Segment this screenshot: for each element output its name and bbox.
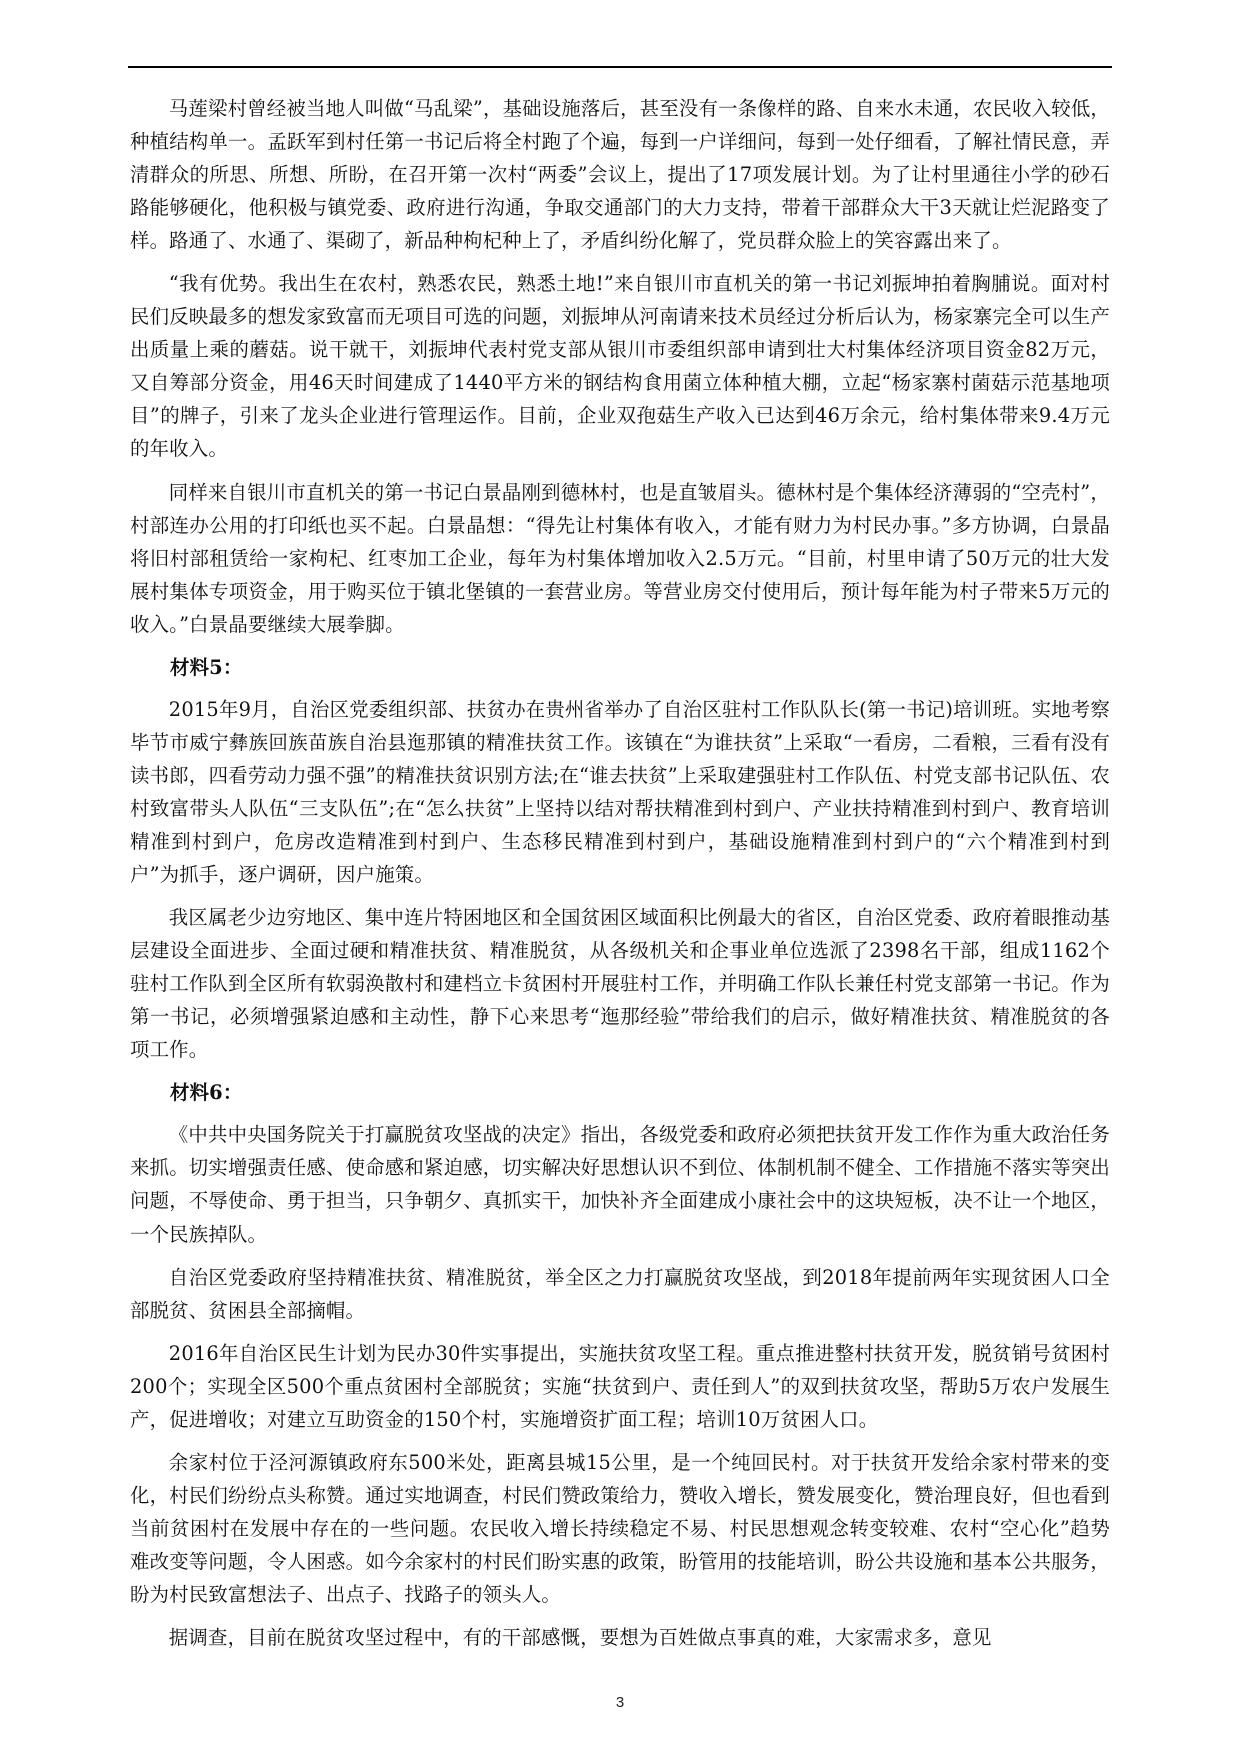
paragraph-region-cadres: 我区属老少边穷地区、集中连片特困地区和全国贫困区域面积比例最大的省区，自治区党委、政府着眼推动基层建设全面进步、全面过硬和精准扶贫、精准脱贫，从各级机关和企事业单位选派了2398名干部，组成1162个驻村工作队到全区所有软弱涣散村和建档立卡贫困村开展驻村工作，并明确工作队长兼任村党支部第一书记。作为第一书记，必须增强紧迫感和主动性，静下心来思考“迤那经验”带给我们的启示，做好精准扶贫、精准脱贫的各项工作。 xyxy=(130,906,1110,1062)
paragraph-2016-plan: 2016年自治区民生计划为民办30件实事提出，实施扶贫攻坚工程。重点推进整村扶贫开发，脱贫销号贫困村200个；实现全区500个重点贫困村全部脱贫；实施“扶贫到户、责任到人”的双到扶贫攻坚，帮助5万农户发展生产，促进增收；对建立互助资金的150个村，实施增资扩面工程；培训10万贫困人口。 xyxy=(130,1341,1110,1431)
header-rule xyxy=(128,66,1112,68)
paragraph-training-2015: 2015年9月，自治区党委组织部、扶贫办在贵州省举办了自治区驻村工作队队长(第一书记)培训班。实地考察毕节市威宁彝族回族苗族自治县迤那镇的精准扶贫工作。该镇在“为谁扶贫”上采取“一看房，二看粮，三看有没有读书郎，四看劳动力强不强”的精准扶贫识别方法;在“谁去扶贫”上采取建强驻村工作队伍、村党支部书记队伍、农村致富带头人队伍“三支队伍”;在“怎么扶贫”上坚持以结对帮扶精准到村到户、产业扶持精准到村到户、教育培训精准到村到户，危房改造精准到村到户、生态移民精准到村到户，基础设施精准到村到户的“六个精准到村到户”为抓手，逐户调研，因户施策。 xyxy=(130,697,1110,887)
section-heading-material-5: 材料5： xyxy=(170,655,243,679)
paragraph-baijingjing: 同样来自银川市直机关的第一书记白景晶刚到德林村，也是直皱眉头。德林村是个集体经济薄弱的“空壳村”，村部连办公用的打印纸也买不起。白景晶想：“得先让村集体有收入，才能有财力为村民办事。”多方协调，白景晶将旧村部租赁给一家枸杞、红枣加工企业，每年为村集体增加收入2.5万元。“目前，村里申请了50万元的壮大发展村集体专项资金，用于购买位于镇北堡镇的一套营业房。等营业房交付使用后，预计每年能为村子带来5万元的收入。”白景晶要继续大展拳脚。 xyxy=(130,480,1110,636)
section-heading-material-6: 材料6： xyxy=(170,1081,243,1105)
paragraph-2018-goal: 自治区党委政府坚持精准扶贫、精准脱贫，举全区之力打赢脱贫攻坚战，到2018年提前两年实现贫困人口全部脱贫、贫困县全部摘帽。 xyxy=(130,1265,1110,1322)
paragraph-liuzhenkun: “我有优势。我出生在农村，熟悉农民，熟悉土地!”来自银川市直机关的第一书记刘振坤拍着胸脯说。面对村民们反映最多的想发家致富而无项目可选的问题，刘振坤从河南请来技术员经过分析后认为，杨家寨完全可以生产出质量上乘的蘑菇。说干就干，刘振坤代表村党支部从银川市委组织部申请到壮大村集体经济项目资金82万元，又自筹部分资金，用46天时间建成了1440平方米的钢结构食用菌立体种植大棚，立起“杨家寨村菌菇示范基地项目”的牌子，引来了龙头企业进行管理运作。目前，企业双孢菇生产收入已达到46万余元，给村集体带来9.4万元的年收入。 xyxy=(130,272,1110,461)
page-number: 3 xyxy=(615,1694,625,1711)
paragraph-survey: 据调查，目前在脱贫攻坚过程中，有的干部感慨，要想为百姓做点事真的难，大家需求多，意见 xyxy=(168,1626,992,1650)
paragraph-malianliang: 马莲梁村曾经被当地人叫做“马乱梁”，基础设施落后，甚至没有一条像样的路、自来水未通，农民收入较低，种植结构单一。孟跃军到村任第一书记后将全村跑了个遍，每到一户详细问，每到一处仔细看，了解社情民意，弄清群众的所思、所想、所盼，在召开第一次村“两委”会议上，提出了17项发展计划。为了让村里通往小学的砂石路能够硬化，他积极与镇党委、政府进行沟通，争取交通部门的大力支持，带着干部群众大干3天就让烂泥路变了样。路通了、水通了、渠砌了，新品种枸杞种上了，矛盾纠纷化解了，党员群众脸上的笑容露出来了。 xyxy=(130,97,1110,253)
document-body xyxy=(130,92,1110,1664)
paragraph-yujia-village: 余家村位于泾河源镇政府东500米处，距离县城15公里，是一个纯回民村。对于扶贫开发给余家村带来的变化，村民们纷纷点头称赞。通过实地调查，村民们赞政策给力，赞收入增长，赞发展变化，赞治理良好，但也看到当前贫困村在发展中存在的一些问题。农民收入增长持续稳定不易、村民思想观念转变较难、农村“空心化”趋势难改变等问题，令人困惑。如今余家村的村民们盼实惠的政策，盼管用的技能培训，盼公共设施和基本公共服务，盼为村民致富想法子、出点子、找路子的领头人。 xyxy=(130,1450,1110,1606)
paragraph-central-decision: 《中共中央国务院关于打赢脱贫攻坚战的决定》指出，各级党委和政府必须把扶贫开发工作作为重大政治任务来抓。切实增强责任感、使命感和紧迫感，切实解决好思想认识不到位、体制机制不健全、工作措施不落实等突出问题，不辱使命、勇于担当，只争朝夕、真抓实干，加快补齐全面建成小康社会中的这块短板，决不让一个地区，一个民族掉队。 xyxy=(130,1123,1110,1246)
